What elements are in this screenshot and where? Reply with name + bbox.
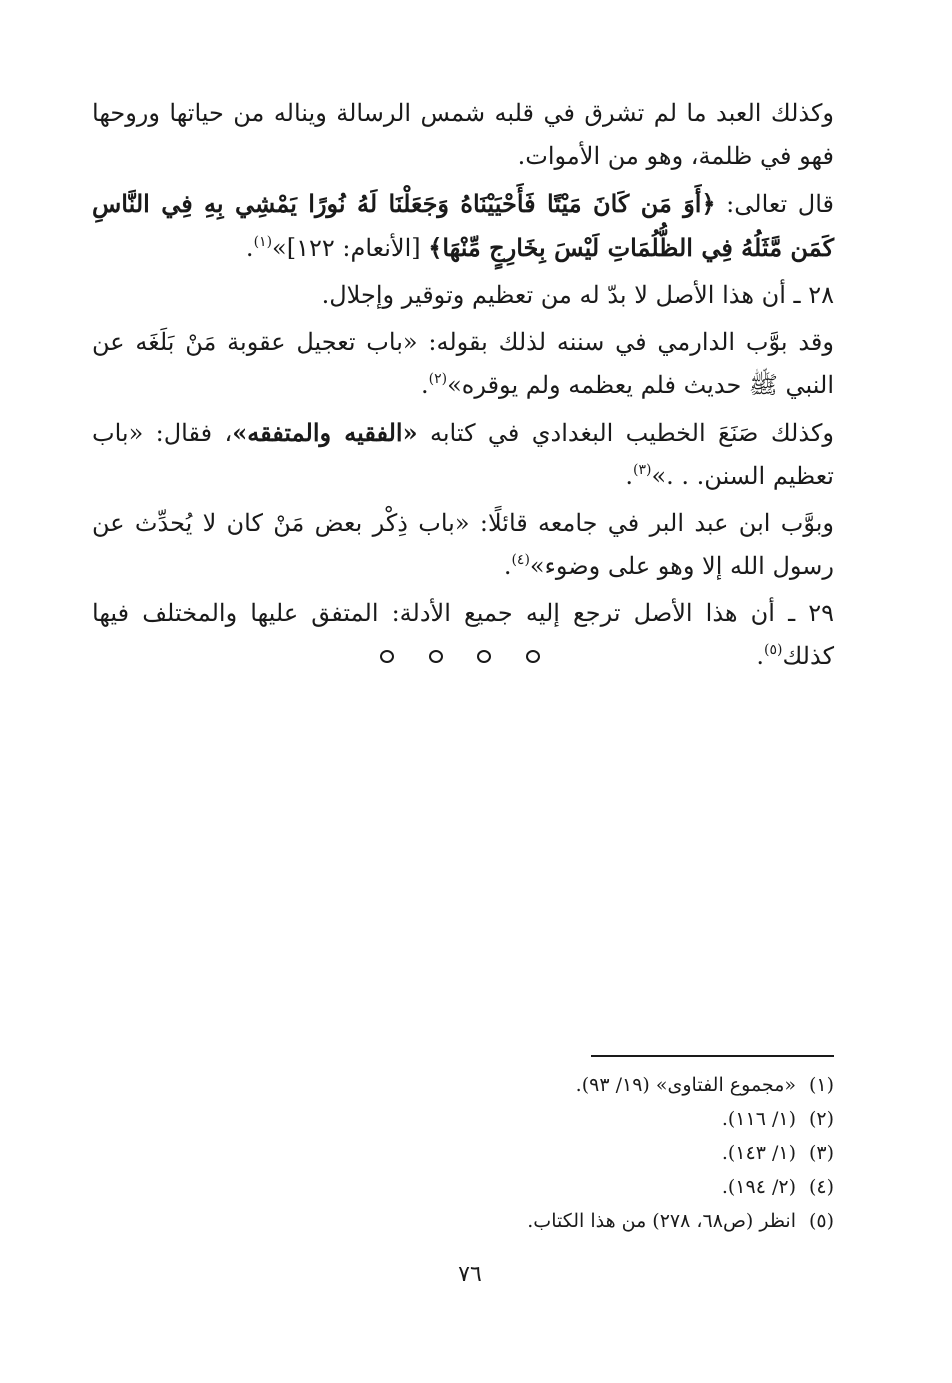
footnote-text: انظر (ص٦٨، ٢٧٨) من هذا الكتاب. [527, 1210, 796, 1232]
footnote-text: «مجموع الفتاوى» (١٩/ ٩٣). [575, 1074, 796, 1096]
circle-ornament-icon [526, 650, 540, 663]
paragraph-2: قال تعالى: ﴿أَوَ مَن كَانَ مَيْتًا فَأَحْيَيْنَاهُ وَجَعَلْنَا لَهُ نُورًا يَمْشِي بِهِ فِي النَّاسِ كَمَن مَّثَلُهُ فِي الظُّلُمَاتِ لَيْسَ بِخَارِجٍ مِّنْهَا﴾ [الأنعام: ١٢٢]»$^{(١)}$. [92, 189, 834, 262]
footnote-ref-3: (٣) [633, 462, 652, 478]
footnote-number: (٢) [808, 1108, 834, 1130]
circle-ornament-icon [380, 650, 394, 663]
body-text [92, 92, 834, 682]
circle-ornament-icon [429, 650, 443, 663]
footnote-ref-5: (٥) [763, 642, 783, 658]
footnote-item [300, 1136, 834, 1170]
footnote-ref-4: (٤) [511, 552, 530, 568]
footnote-text: (١/ ١١٦). [721, 1108, 796, 1130]
footnote-text: (٢/ ١٩٤). [721, 1176, 796, 1198]
footnote-number: (٣) [808, 1142, 834, 1164]
page-number: ٧٦ [458, 1262, 482, 1287]
footnote-ref-2: (٢) [428, 371, 448, 387]
quran-verse: ﴿أَوَ مَن كَانَ مَيْتًا فَأَحْيَيْنَاهُ وَجَعَلْنَا لَهُ نُورًا يَمْشِي بِهِ فِي النَّاسِ كَمَن مَّثَلُهُ فِي الظُّلُمَاتِ لَيْسَ بِخَارِجٍ مِّنْهَا﴾ [92, 189, 834, 262]
footnote-item [300, 1102, 834, 1136]
footnotes [300, 1068, 834, 1238]
footnote-separator [591, 1055, 834, 1057]
footnote-ref-1: (١) [253, 234, 273, 250]
paragraph-7: ٢٩ ـ أن هذا الأصل ترجع إليه جميع الأدلة: المتفق عليها والمختلف فيها كذلك$^{(٥)}$. [92, 599, 834, 670]
footnote-number: (١) [808, 1074, 834, 1096]
paragraph-4: وقد بوَّب الدارمي في سننه لذلك بقوله: «باب تعجيل عقوبة مَنْ بَلَغَه عن النبي ﷺ حديث فلم يعظمه ولم يوقره»$^{(٢)}$. [92, 328, 834, 399]
footnote-item [300, 1204, 834, 1238]
footnote-number: (٤) [808, 1176, 834, 1198]
paragraph-1: وكذلك العبد ما لم تشرق في قلبه شمس الرسالة ويناله من حياتها وروحها فهو في ظلمة، وهو من الأموات. [92, 99, 834, 170]
verse-reference: [الأنعام: ١٢٢]» [272, 234, 429, 262]
paragraph-6: وبوَّب ابن عبد البر في جامعه قائلًا: «باب ذِكْر بعض مَنْ كان لا يُحدِّث عن رسول الله إلا وهو على وضوء»$^{(٤)}$. [92, 509, 834, 580]
section-divider-ornament [380, 650, 540, 663]
footnote-item [300, 1170, 834, 1204]
book-title: «الفقيه والمتفقه» [232, 418, 418, 447]
footnote-number: (٥) [808, 1210, 834, 1232]
circle-ornament-icon [477, 650, 491, 663]
paragraph-3: ٢٨ ـ أن هذا الأصل لا بدّ له من تعظيم وتوقير وإجلال. [321, 281, 834, 309]
footnote-item [300, 1068, 834, 1102]
paragraph-5: وكذلك صَنَعَ الخطيب البغدادي في كتابه «الفقيه والمتفقه»، فقال: «باب تعظيم السنن. . .»$^{(٣)}$. [92, 418, 834, 490]
footnote-text: (١/ ١٤٣). [721, 1142, 796, 1164]
